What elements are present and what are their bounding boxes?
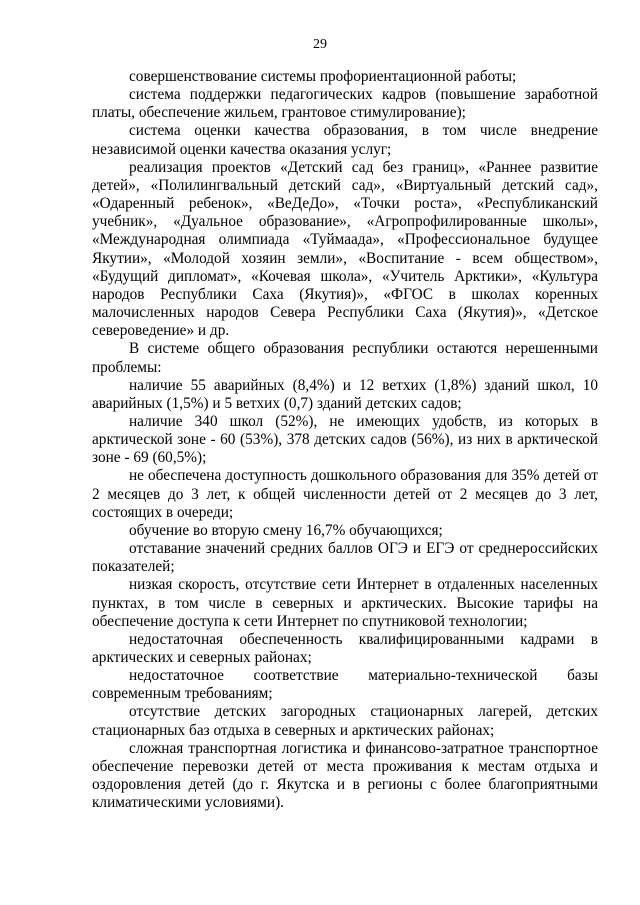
paragraph: реализация проектов «Детский сад без границ», «Раннее развитие детей», «Полилингвальный детский сад», «Виртуальный детский сад», «Одаренный ребенок», «ВеДеДо», «Точки роста», «Республиканский учебник», «Дуальное образование», «Агропрофилированные школы», «Международная олимпиада «Туймаада», «Профессиональное будущее Якутии», «Молодой хозяин земли», «Воспитание - всем обществом», «Будущий дипломат», «Кочевая школа», «Учитель Арктики», «Культура народов Республики Саха (Якутия)», «ФГОС в школах коренных малочисленных народов Севера Республики Саха (Якутия)», «Детское североведение» и др. <box>92 158 598 340</box>
paragraph: система оценки качества образования, в том числе внедрение независимой оценки качества оказания услуг; <box>92 122 598 158</box>
paragraph: В системе общего образования республики остаются нерешенными проблемы: <box>92 340 598 376</box>
paragraph: отсутствие детских загородных стационарных лагерей, детских стационарных баз отдыха в северных и арктических районах; <box>92 703 598 739</box>
paragraph: система поддержки педагогических кадров (повышение заработной платы, обеспечение жильем, грантовое стимулирование); <box>92 86 598 122</box>
paragraph: недостаточная обеспеченность квалифицированными кадрами в арктических и северных районах; <box>92 630 598 666</box>
paragraph: отставание значений средних баллов ОГЭ и ЕГЭ от среднероссийских показателей; <box>92 540 598 576</box>
paragraph: обучение во вторую смену 16,7% обучающихся; <box>129 521 443 539</box>
body-text <box>92 68 598 812</box>
page-number: 29 <box>313 37 327 52</box>
paragraph: не обеспечена доступность дошкольного образования для 35% детей от 2 месяцев до 3 лет, к общей численности детей от 2 месяцев до 3 лет, состоящих в очереди; <box>92 467 598 521</box>
paragraph: недостаточное соответствие материально-технической базы современным требованиям; <box>92 667 598 703</box>
paragraph: совершенствование системы профориентационной работы; <box>129 68 517 85</box>
paragraph: сложная транспортная логистика и финансово-затратное транспортное обеспечение перевозки детей от места проживания к местам отдыха и оздоровления детей (до г. Якутска и в регионы с более благоприятными климатическими условиями). <box>92 739 598 812</box>
paragraph: низкая скорость, отсутствие сети Интернет в отдаленных населенных пунктах, в том числе в северных и арктических. Высокие тарифы на обеспечение доступа к сети Интернет по спутниковой технологии; <box>92 576 598 630</box>
paragraph: наличие 55 аварийных (8,4%) и 12 ветхих (1,8%) зданий школ, 10 аварийных (1,5%) и 5 ветхих (0,7) зданий детских садов; <box>92 376 598 412</box>
paragraph: наличие 340 школ (52%), не имеющих удобств, из которых в арктической зоне - 60 (53%), 378 детских садов (56%), из них в арктической зоне - 69 (60,5%); <box>92 412 598 467</box>
